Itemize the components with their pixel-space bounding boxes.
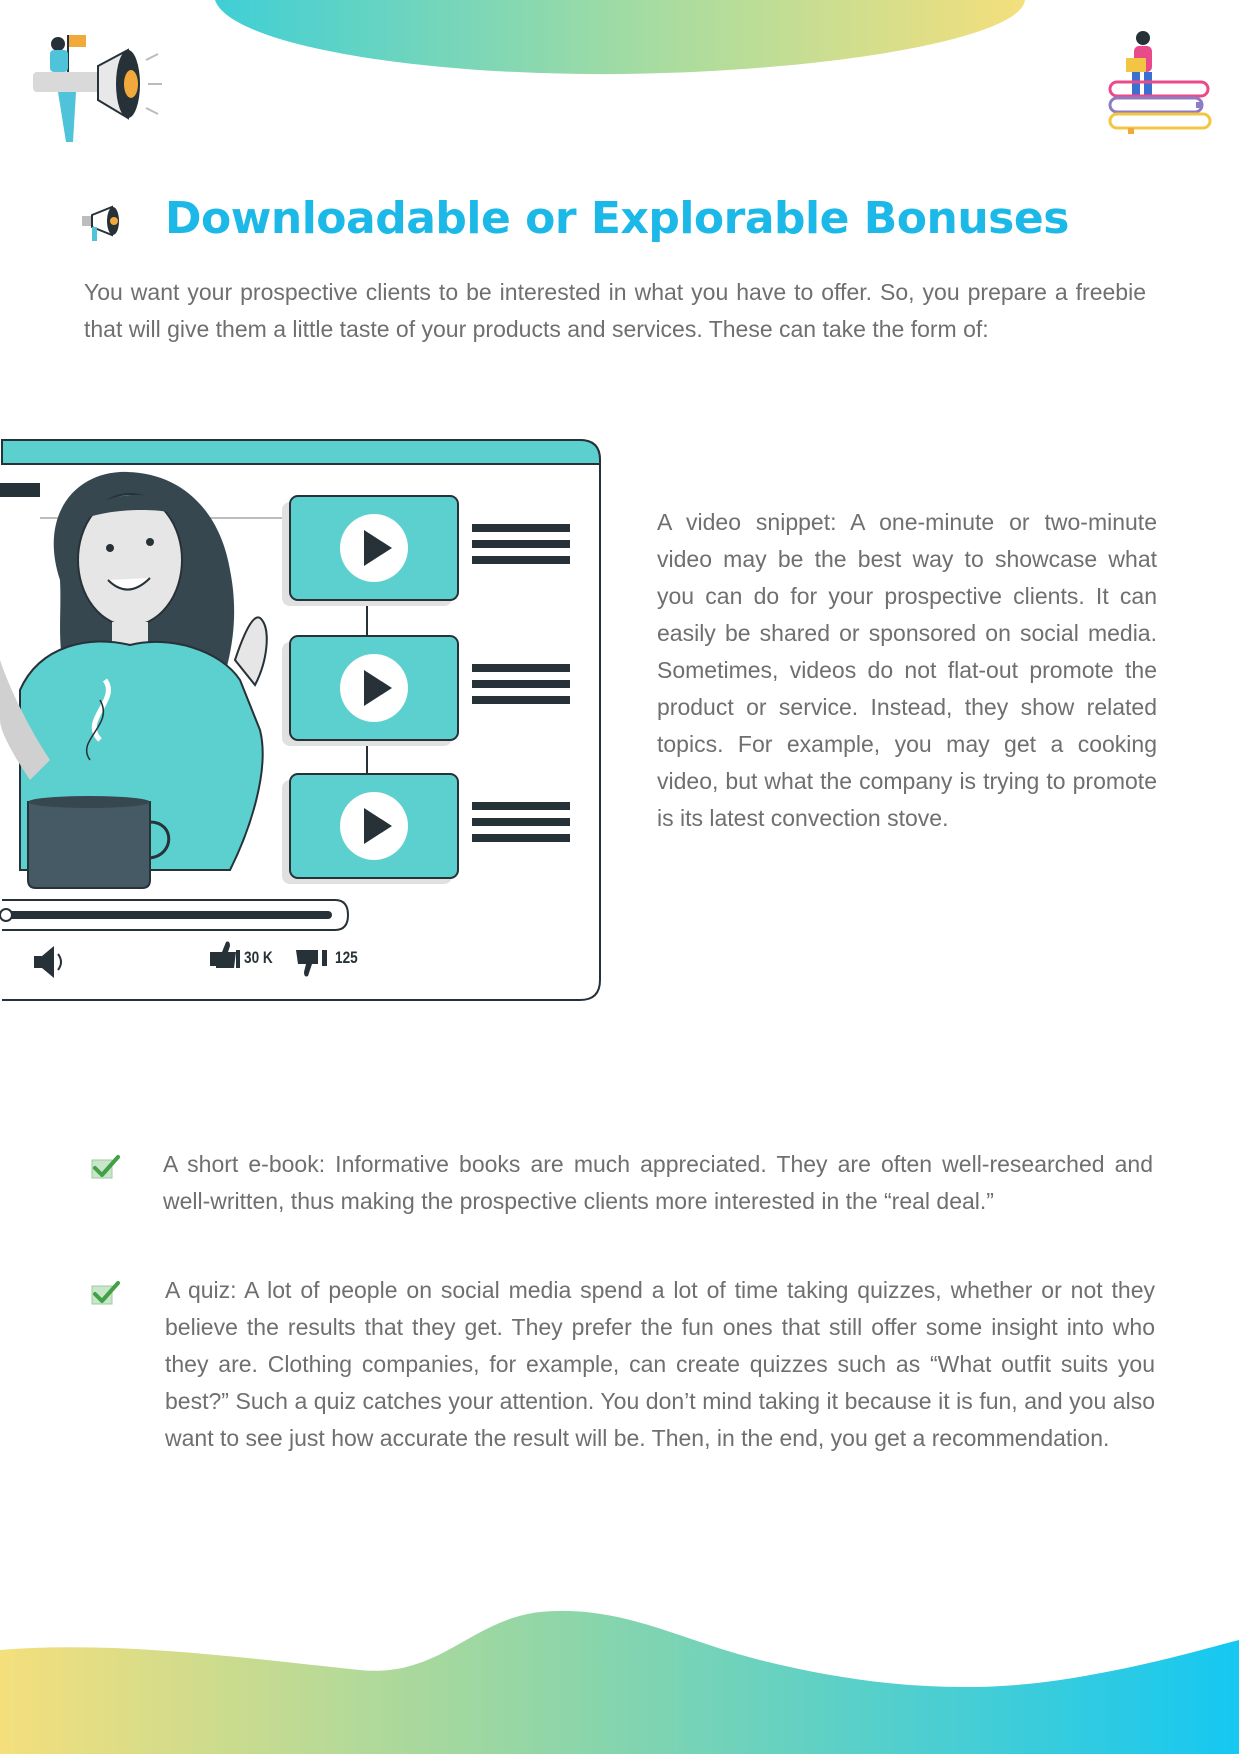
intro-paragraph: You want your prospective clients to be interested in what you have to offer. So, you prepare a freebie that will give them a little taste of your products and services. These can take the form of: xyxy=(84,279,1146,342)
likes-count: 30 K xyxy=(244,948,273,967)
checkbox-checked-icon xyxy=(90,1154,120,1180)
bottom-wave xyxy=(0,1600,1239,1754)
page-title: Downloadable or Explorable Bonuses xyxy=(165,193,1069,244)
megaphone-mascot-illustration xyxy=(28,30,163,145)
video-snippet-paragraph: A video snippet: A one-minute or two-minute video may be the best way to showcase what you can do for your prospective clients. It can easily be shared or sponsored on social media. Sometimes, videos do not flat-out promote the product or service. Instead, they show related topics. For example, you may get a cooking video, but what the company is trying to promote is its latest convection stove. xyxy=(657,509,1157,831)
megaphone-icon xyxy=(80,203,128,243)
reader-on-books-illustration xyxy=(1108,30,1213,142)
video-player-illustration xyxy=(0,430,608,1005)
checkbox-checked-icon xyxy=(90,1280,120,1306)
bullet-ebook: A short e-book: Informative books are much appreciated. They are often well-researched and well-written, thus making the prospective clients more interested in the “real deal.” xyxy=(163,1151,1153,1214)
bullet-quiz: A quiz: A lot of people on social media spend a lot of time taking quizzes, whether or not they believe the results that they get. They prefer the fun ones that still offer some insight into who they are. Clothing companies, for example, can create quizzes such as “What outfit suits you best?” Such a quiz catches your attention. You don’t mind taking it because it is fun, and you also want to see just how accurate the result will be. Then, in the end, you get a recommendation. xyxy=(165,1277,1155,1451)
dislikes-count: 125 xyxy=(335,948,358,967)
top-wave xyxy=(0,0,1239,90)
